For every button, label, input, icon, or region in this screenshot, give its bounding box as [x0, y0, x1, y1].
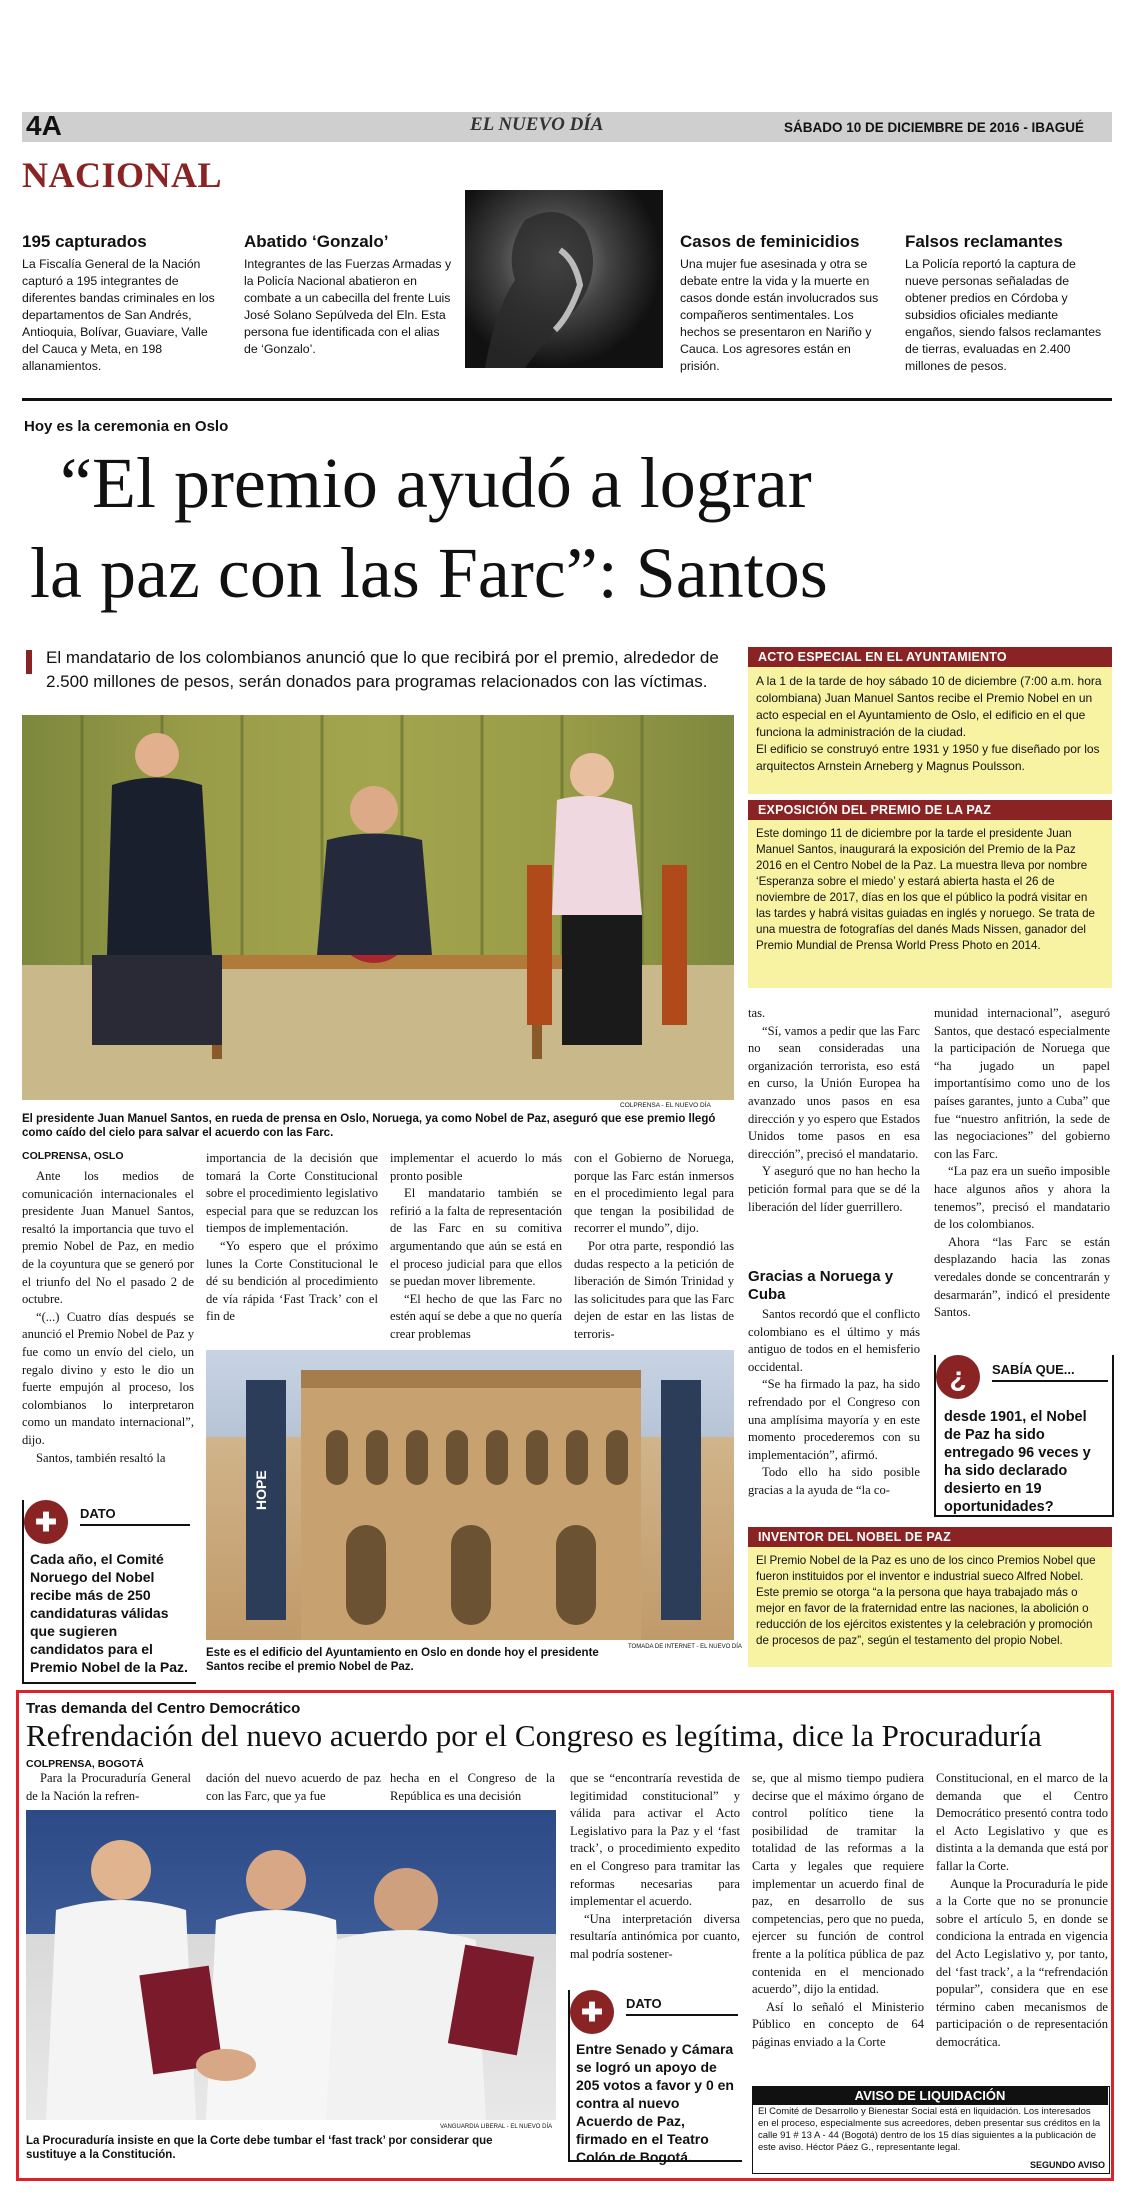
brief-text: La Fiscalía General de la Nación capturó a 195 integrantes de diferentes bandas criminales en los departamentos de San Andrés, Antioquia, Bolívar, Guaviare, Valle del Cauca y Meta, en 198 allanamientos.: [22, 257, 215, 373]
paragraph: Constitucional, en el marco de la demanda que el Centro Democrático presentó contra todo el Acto Legislativo y que es distinta a la demanda que está por fallar la Corte.: [936, 1771, 1108, 1873]
header-date: SÁBADO 10 DE DICIEMBRE DE 2016 - IBAGUÉ: [784, 120, 1085, 135]
main-headline-line1: “El premio ayudó a lograr: [60, 443, 812, 523]
paragraph: con el Gobierno de Noruega, porque las Farc están inmersos en el procedimiento legal para que tengan la posibilidad de recorrer el mundo”, dijo.: [574, 1151, 734, 1236]
dato-rule: [626, 2014, 738, 2016]
main-col-5b: [748, 1306, 920, 1500]
divider: [22, 398, 1112, 401]
second-kicker: Tras demanda del Centro Democrático: [26, 1700, 301, 1717]
dato-rule: [80, 1524, 190, 1526]
second-col-1: [26, 1770, 191, 1805]
sabia-label: SABÍA QUE...: [992, 1362, 1075, 1377]
paragraph: que se “encontraría revestida de legitimidad constitucional” y válida para activar el Acto Legislativo para la Paz y el ‘fast track’, o procedimiento expedito en el Congreso para tramitar las reformas necesarias para implementar el acuerdo.: [570, 1771, 740, 1909]
box-text: [748, 667, 1112, 781]
second-col-5: [752, 1770, 924, 2052]
dato-text: Cada año, el Comité Noruego del Nobel recibe más de 250 candidaturas válidas que sugieren candidatos para el Premio Nobel de la Paz.: [30, 1551, 188, 1675]
signing-photo-credit: VANGUARDIA LIBERAL - EL NUEVO DÍA: [440, 2124, 553, 2130]
paragraph: “Una interpretación diversa resultaría antinómica por cuanto, mal podría sostener-: [570, 1911, 740, 1961]
second-col-4: [570, 1770, 740, 1964]
second-byline: COLPRENSA, BOGOTÁ: [26, 1758, 144, 1770]
second-col-6: [936, 1770, 1108, 2052]
paragraph: Así lo señaló el Ministerio Público en concepto de 64 páginas enviado a la Corte: [752, 1999, 924, 2049]
paragraph: munidad internacional”, aseguró Santos, que destacó especialmente la participación de Noruega que “ha jugado un papel importantísimo como uno de los países garantes, junto a Cuba” que fue “nuestro anfitrión, la sede de las negociaciones” del gobierno con las Farc.: [934, 1006, 1110, 1161]
main-col-1: [22, 1168, 194, 1467]
signing-photo-caption: La Procuraduría insiste en que la Corte debe tumbar el ‘fast track’ por considerar que sustituye a la Constitución.: [26, 2135, 493, 2161]
brief-text: Integrantes de las Fuerzas Armadas y la Policía Nacional abatieron en combate a un cabecilla del frente Luis José Solano Sepúlveda del Eln. Esta persona fue identificada con el alias de ‘Gonzalo’.: [244, 257, 452, 356]
paragraph: “Sí, vamos a pedir que las Farc no sean consideradas una organización terrorista, eso está en curso, la Unión Europea ha avanzado unos pasos en esa dirección y yo espero que Estados Unidos tome pasos en esa dirección”, precisó el mandatario.: [748, 1023, 920, 1161]
question-icon: ¿: [936, 1355, 980, 1399]
page-number: 4A: [26, 110, 62, 141]
main-photo-press-conference: [22, 715, 734, 1100]
brief-feminicidios: [680, 232, 890, 375]
brief-title: Abatido ‘Gonzalo’: [244, 232, 389, 251]
brief-text: La Policía reportó la captura de nueve personas señaladas de obtener predios en Córdoba y subsidios oficiales mediante engaños, siendo falsos reclamantes de tierras, evaluadas en 2.400 millones de pesos.: [905, 257, 1102, 373]
second-headline: Refrendación del nuevo acuerdo por el Congreso es legítima, dice la Procuraduría: [26, 1718, 1042, 1753]
paragraph: Aunque la Procuraduría le pide a la Corte que no se pronuncie sobre el artículo 5, en donde se condiciona la entrada en vigencia del Acto Legislativo y, por tanto, del ‘fast track’, a la “refrendación popular”, considera que en ese término caben mecanismos de participación o de representación democrática.: [936, 1876, 1108, 2049]
main-col-6: [934, 1005, 1110, 1322]
city-hall-facade: [206, 1350, 734, 1640]
subhead-gracias: Gracias a Noruega y Cuba: [748, 1268, 894, 1303]
box-title: INVENTOR DEL NOBEL DE PAZ: [748, 1527, 1112, 1547]
main-byline: COLPRENSA, OSLO: [22, 1150, 124, 1162]
brief-capturados: [22, 232, 227, 375]
paragraph: Ahora “las Farc se están desplazando hacia las zonas veredales donde se concentrarán y desarmarán”, indicó el presidente Santos.: [934, 1234, 1110, 1320]
paragraph: El mandatario también se refirió a la falta de representación de las Farc en su comitiva argumentando que aún se está en el proceso judicial para que ellos se puedan mover libremente.: [390, 1186, 562, 1289]
paragraph: hecha en el Congreso de la República es una decisión: [390, 1771, 555, 1803]
sabia-text: desde 1901, el Nobel de Paz ha sido entregado 96 veces y ha sido declarado desierto en 19 oportunidades?: [944, 1409, 1091, 1515]
brief-title: Falsos reclamantes: [905, 232, 1063, 251]
aviso-title: AVISO DE LIQUIDACIÓN: [752, 2086, 1108, 2105]
woman-silhouette: [465, 190, 663, 368]
box-text: Este domingo 11 de diciembre por la tarde el presidente Juan Manuel Santos, inaugurará la exposición del Premio de la Paz 2016 en el Centro Nobel de la Paz. La muestra lleva por nombre ‘Esperanza sobre el miedo’ y estará abierta hasta el 26 de noviembre de 2017, días en los que el público la podrá visitar en las tardes y habrá visitas guiadas en inglés y noruego. Se trata de una muestra de fotografías del danés Mads Nissen, ganador del Premio Mundial de Prensa World Press Photo en 2014.: [756, 827, 1095, 952]
paragraph: “Yo espero que el próximo lunes la Corte Constitucional le dé su bendición al procedimiento de vía rápida ‘Fast Track’ con el fin de: [206, 1238, 378, 1324]
svg-text:HOPE: HOPE: [253, 1470, 269, 1510]
dato-label: DATO: [80, 1506, 116, 1521]
box-paragraph: A la 1 de la tarde de hoy sábado 10 de diciembre (7:00 a.m. hora colombiana) Juan Manuel Santos recibe el Premio Nobel en un acto especial en el Ayuntamiento de Oslo, el edificio en el que funciona la administración de la ciudad.: [756, 674, 1102, 739]
brief-falsos-reclamantes: [905, 232, 1112, 375]
box-title: ACTO ESPECIAL EN EL AYUNTAMIENTO: [748, 647, 1112, 667]
dato-label: DATO: [626, 1996, 662, 2011]
box-title: EXPOSICIÓN DEL PREMIO DE LA PAZ: [748, 800, 1112, 820]
aviso-note: SEGUNDO AVISO: [1030, 2160, 1106, 2170]
brief-title: 195 capturados: [22, 232, 147, 251]
main-col-2: [206, 1150, 378, 1326]
brief-text: Una mujer fue asesinada y otra se debate entre la vida y la muerte en casos donde están involucrados sus compañeros sentimentales. Los hechos se presentaron en Nariño y Cauca. Los agresores están en prisión.: [680, 257, 879, 373]
paragraph: dación del nuevo acuerdo de paz con las Farc, que ya fue: [206, 1771, 381, 1803]
paragraph: “La paz era un sueño imposible hace algunos años y ahora la tenemos”, precisó el mandatario de los colombianos.: [934, 1164, 1110, 1232]
press-conference-scene: [22, 715, 734, 1100]
paragraph: Santos recordó que el conflicto colombiano es el último y más antiguo de todos en el hemisferio occidental.: [748, 1307, 920, 1374]
main-headline-line2: la paz con las Farc”: Santos: [30, 533, 828, 613]
dato-icon: ✚: [24, 1500, 68, 1544]
box-text: El Premio Nobel de la Paz es uno de los cinco Premios Nobel que fueron instituidos por el inventor e industrial sueco Alfred Nobel. Este premio se otorga “a la persona que haya trabajado más o mejor en favor de la fraternidad entre las naciones, la abolición o reducción de los ejércitos existentes y la celebración y promoción de procesos de paz”, según el testamento del propio Nobel.: [756, 1554, 1096, 1647]
second-col-3: [390, 1770, 555, 1805]
main-photo-credit: COLPRENSA - EL NUEVO DÍA: [620, 1102, 711, 1109]
paragraph: importancia de la decisión que tomará la Corte Constitucional sobre el procedimiento legislativo especial para que se reduzcan los tiempos de implementación.: [206, 1151, 378, 1236]
brief-gonzalo: [244, 232, 452, 358]
lead-marker: [26, 650, 32, 674]
paragraph: Y aseguró que no han hecho la petición formal para que se dé la liberación del líder guerrillero.: [748, 1164, 920, 1214]
sidebar-box-acto: [748, 647, 1112, 794]
newspaper-logo: EL NUEVO DÍA: [470, 114, 604, 135]
brief-title: Casos de feminicidios: [680, 232, 860, 251]
paragraph: Santos, también resaltó la: [36, 1450, 166, 1465]
paragraph: Para la Procuraduría General de la Nación la refren-: [26, 1771, 191, 1803]
dato-icon: ✚: [570, 1990, 614, 2034]
section-title: NACIONAL: [22, 155, 223, 195]
dato-text: Entre Senado y Cámara se logró un apoyo de 205 votos a favor y 0 en contra al nuevo Acuerdo de Paz, firmado en el Teatro Colón de Bogotá.: [576, 2041, 734, 2165]
main-col-5: [748, 1005, 920, 1216]
main-lead: El mandatario de los colombianos anunció que lo que recibirá por el premio, alrededor de 2.500 millones de pesos, serán donados para programas relacionados con las víctimas.: [46, 648, 719, 691]
brief-photo-woman: [465, 190, 663, 368]
box-paragraph: El edificio se construyó entre 1931 y 1950 y fue diseñado por los arquitectos Arnstein Arneberg y Magnus Poulsson.: [756, 742, 1100, 773]
paragraph: tas.: [748, 1006, 766, 1020]
signing-photo: [26, 1810, 556, 2120]
aviso-text: El Comité de Desarrollo y Bienestar Social está en liquidación. Los interesados en el proceso, especialmente sus acreedores, deben presentar sus créditos en la calle 91 # 13 A - 44 (Bogotá) dentro de los 15 días siguientes a la publicación de este aviso. Héctor Páez G., representante legal.: [758, 2106, 1101, 2153]
main-col-4: [574, 1150, 734, 1344]
paragraph: implementar el acuerdo lo más pronto posible: [390, 1151, 562, 1183]
sidebar-box-inventor: [748, 1527, 1112, 1667]
second-col-2: [206, 1770, 381, 1805]
main-col-3: [390, 1150, 562, 1344]
paragraph: “El hecho de que las Farc no estén aquí se debe a que no quería crear problemas: [390, 1291, 562, 1341]
signing-scene: [26, 1810, 556, 2120]
paragraph: “Se ha firmado la paz, ha sido refrendado por el Congreso con una amplísima mayoría y en este momento procederemos con su implementación”, afirmó.: [748, 1377, 920, 1462]
paragraph: Todo ello ha sido posible gracias a la ayuda de “la co-: [748, 1465, 920, 1497]
paragraph: se, que al mismo tiempo pudiera decirse que el máximo órgano de control político tiene la posibilidad de tramitar la totalidad de las reformas a la Carta y legales que requiere implementar un acuerdo final de paz, en desarrollo de sus competencias, pero que no pueda, ejercer su función de control frente a la política pública de paz contenida en el mencionado acuerdo”, dijo la entidad.: [752, 1771, 924, 1997]
paragraph: Por otra parte, respondió las dudas respecto a la petición de liberación de Simón Trinidad y las solicitudes para que las Farc dejen de estar en las listas de terroris-: [574, 1238, 734, 1341]
photo2-caption: Este es el edificio del Ayuntamiento en Oslo en donde hoy el presidente Santos recibe el premio Nobel de Paz.: [206, 1647, 599, 1673]
oslo-city-hall-photo: [206, 1350, 734, 1640]
sabia-rule: [992, 1380, 1108, 1382]
photo2-credit: TOMADA DE INTERNET - EL NUEVO DÍA: [628, 1644, 742, 1650]
main-kicker: Hoy es la ceremonia en Oslo: [24, 418, 229, 435]
paragraph: “(...) Cuatro días después se anunció el Premio Nobel de Paz y fue como un envío del cielo, un regalo divino y esto le dio un fuerte empujón al proceso, los colombianos lo interpretaron como un mandato internacional”, dijo.: [22, 1309, 194, 1447]
paragraph: Ante los medios de comunicación internacionales el presidente Juan Manuel Santos, resaltó la importancia que tuvo el premio Nobel de Paz, en medio de la coyuntura que se generó por el triunfo del No el pasado 2 de octubre.: [22, 1169, 194, 1307]
main-photo-caption: El presidente Juan Manuel Santos, en rueda de prensa en Oslo, Noruega, ya como Nobel de Paz, aseguró que ese premio llegó como caído del cielo para salvar el acuerdo con las Farc.: [22, 1113, 716, 1139]
sidebar-box-exposicion: [748, 800, 1112, 988]
